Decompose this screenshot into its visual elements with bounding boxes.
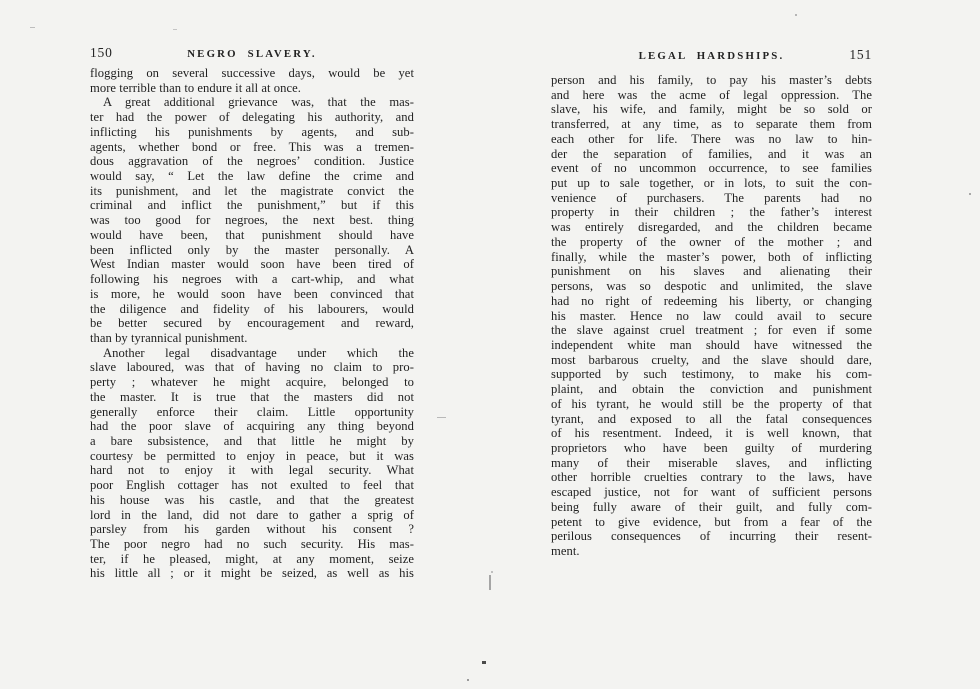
text-line: the property of the owner of the mother ; and <box>551 234 872 249</box>
text-line: proprietors who have been guilty of murdering <box>551 440 872 455</box>
text-line: independent white man should have witnessed the <box>551 337 872 352</box>
text-line: each other for life. There was no law to hin- <box>551 131 872 146</box>
text-line: be better secured by encouragement and reward, <box>90 316 414 331</box>
text-line: following his negroes with a cart-whip, and what <box>90 272 414 287</box>
text-line: event of no uncommon occurrence, to see families <box>551 161 872 176</box>
text-line: other horrible cruelties contrary to the laws, have <box>551 470 872 485</box>
text-line: the diligence and fidelity of his labourers, would <box>90 301 414 316</box>
text-line: supported by such testimony, to make his com- <box>551 367 872 382</box>
text-line: perilous consequences of incurring their resent- <box>551 529 872 544</box>
scan-speck <box>467 679 469 681</box>
running-header-left: NEGRO SLAVERY. <box>187 48 317 60</box>
scan-speck <box>30 27 35 28</box>
text-line: person and his family, to pay his master’s debts <box>551 73 872 87</box>
text-line: persons, was so despotic and unlimited, the slave <box>551 279 872 294</box>
scan-speck <box>969 193 971 195</box>
text-line: finally, while the master’s power, both of inflicting <box>551 249 872 264</box>
text-line: of his resentment. Indeed, it is well known, that <box>551 426 872 441</box>
page-header-left <box>90 45 414 60</box>
text-line: most barbarous cruelty, and the slave should dare, <box>551 352 872 367</box>
page-header-right <box>551 47 872 62</box>
text-line: venience of purchasers. The parents had no <box>551 190 872 205</box>
text-line: the master. It is true that the masters did not <box>90 389 414 404</box>
text-line: The poor negro had no such security. His mas- <box>90 537 414 551</box>
scan-speck <box>491 571 493 573</box>
text-line: A great additional grievance was, that the mas- <box>103 95 414 110</box>
text-line: had no right of redeeming his liberty, or changing <box>551 293 872 308</box>
text-line: his master. Hence no law could avail to secure <box>551 308 872 323</box>
text-line: hard not to enjoy it with legal security. What <box>90 463 414 478</box>
text-block-left <box>90 66 414 581</box>
text-line: put up to sale together, or in lots, to suit the con- <box>551 176 872 191</box>
text-line: his house was his castle, and that the greatest <box>90 492 414 507</box>
text-line: would have been, that punishment should have <box>90 227 414 242</box>
text-line: a bare subsistence, and that little he might by <box>90 433 414 448</box>
text-line: had the poor slave of acquiring any thing beyond <box>90 419 414 434</box>
text-line: tyrant, and exposed to all the fatal consequences <box>551 411 872 426</box>
text-line: ter had the power of delegating his authority, and <box>90 110 414 125</box>
scan-speck <box>173 29 177 30</box>
text-line: West Indian master would soon have been tired of <box>90 257 414 272</box>
text-line: of his tyrant, he would still be the property of that <box>551 396 872 411</box>
text-line: than by tyrannical punishment. <box>90 330 248 345</box>
text-block-right <box>551 73 872 559</box>
text-line: ter, if he pleased, might, at any moment, seize <box>90 551 414 566</box>
text-line: its punishment, and let the magistrate convict the <box>90 183 414 198</box>
text-line: and here was the acme of legal oppression. The <box>551 87 872 102</box>
scan-speck <box>482 661 486 664</box>
text-line: Another legal disadvantage under which the <box>103 345 414 360</box>
text-line: lord in the land, did not dare to gather a sprig of <box>90 507 414 522</box>
page-number-right: 151 <box>849 47 872 62</box>
text-line: poor English cottager has not exulted to feel that <box>90 478 414 493</box>
text-line: ment. <box>551 544 580 558</box>
page-right <box>551 47 872 559</box>
text-line: been inflicted only by the master personally. A <box>90 242 414 257</box>
page-left <box>90 45 414 581</box>
scan-speck <box>437 417 446 418</box>
text-line: perty ; whatever he might acquire, belonged to <box>90 375 414 390</box>
text-line: slave, his wife, and family, might be so sold or <box>551 102 872 117</box>
text-line: escaped justice, not for want of sufficient persons <box>551 485 872 500</box>
text-line: generally enforce their claim. Little opportunity <box>90 404 414 419</box>
text-line: his little all ; or it might be seized, as well as his <box>90 566 414 581</box>
scan-gutter-mark <box>489 575 491 590</box>
text-line: parsley from his garden without his consent ? <box>90 522 414 537</box>
text-line: many of their miserable slaves, and inflicting <box>551 455 872 470</box>
text-line: criminal and inflict the punishment,” but if this <box>90 198 414 213</box>
running-header-right: LEGAL HARDSHIPS. <box>638 50 785 62</box>
scan-speck <box>795 14 797 16</box>
page-number-left: 150 <box>90 45 113 60</box>
text-line: petent to give evidence, but from a fear of the <box>551 514 872 529</box>
text-line: would say, “ Let the law define the crime and <box>90 169 414 184</box>
text-line: more terrible than to endure it all at once. <box>90 80 301 95</box>
text-line: was entirely disregarded, and the children became <box>551 220 872 235</box>
text-line: agents, whether bond or free. This was a tremen- <box>90 139 414 154</box>
text-line: being fully aware of their guilt, and fully com- <box>551 499 872 514</box>
text-line: plaint, and obtain the conviction and punishment <box>551 382 872 397</box>
text-line: transferred, at any time, as to separate them from <box>551 117 872 132</box>
text-line: dous aggravation of the negroes’ condition. Justice <box>90 154 414 169</box>
text-line: the slave against cruel treatment ; for even if some <box>551 323 872 338</box>
text-line: was too good for negroes, the next best. thing <box>90 213 414 228</box>
text-line: slave laboured, was that of having no claim to pro- <box>90 360 414 375</box>
text-line: courtesy be permitted to enjoy in peace, but it was <box>90 448 414 463</box>
text-line: der the separation of families, and it was an <box>551 146 872 161</box>
text-line: property in their children ; the father’s interest <box>551 205 872 220</box>
text-line: flogging on several successive days, would be yet <box>90 66 414 80</box>
text-line: is more, he would soon have been convinced that <box>90 286 414 301</box>
text-line: punishment on his slaves and alienating their <box>551 264 872 279</box>
text-line: inflicting his punishments by agents, and sub- <box>90 124 414 139</box>
